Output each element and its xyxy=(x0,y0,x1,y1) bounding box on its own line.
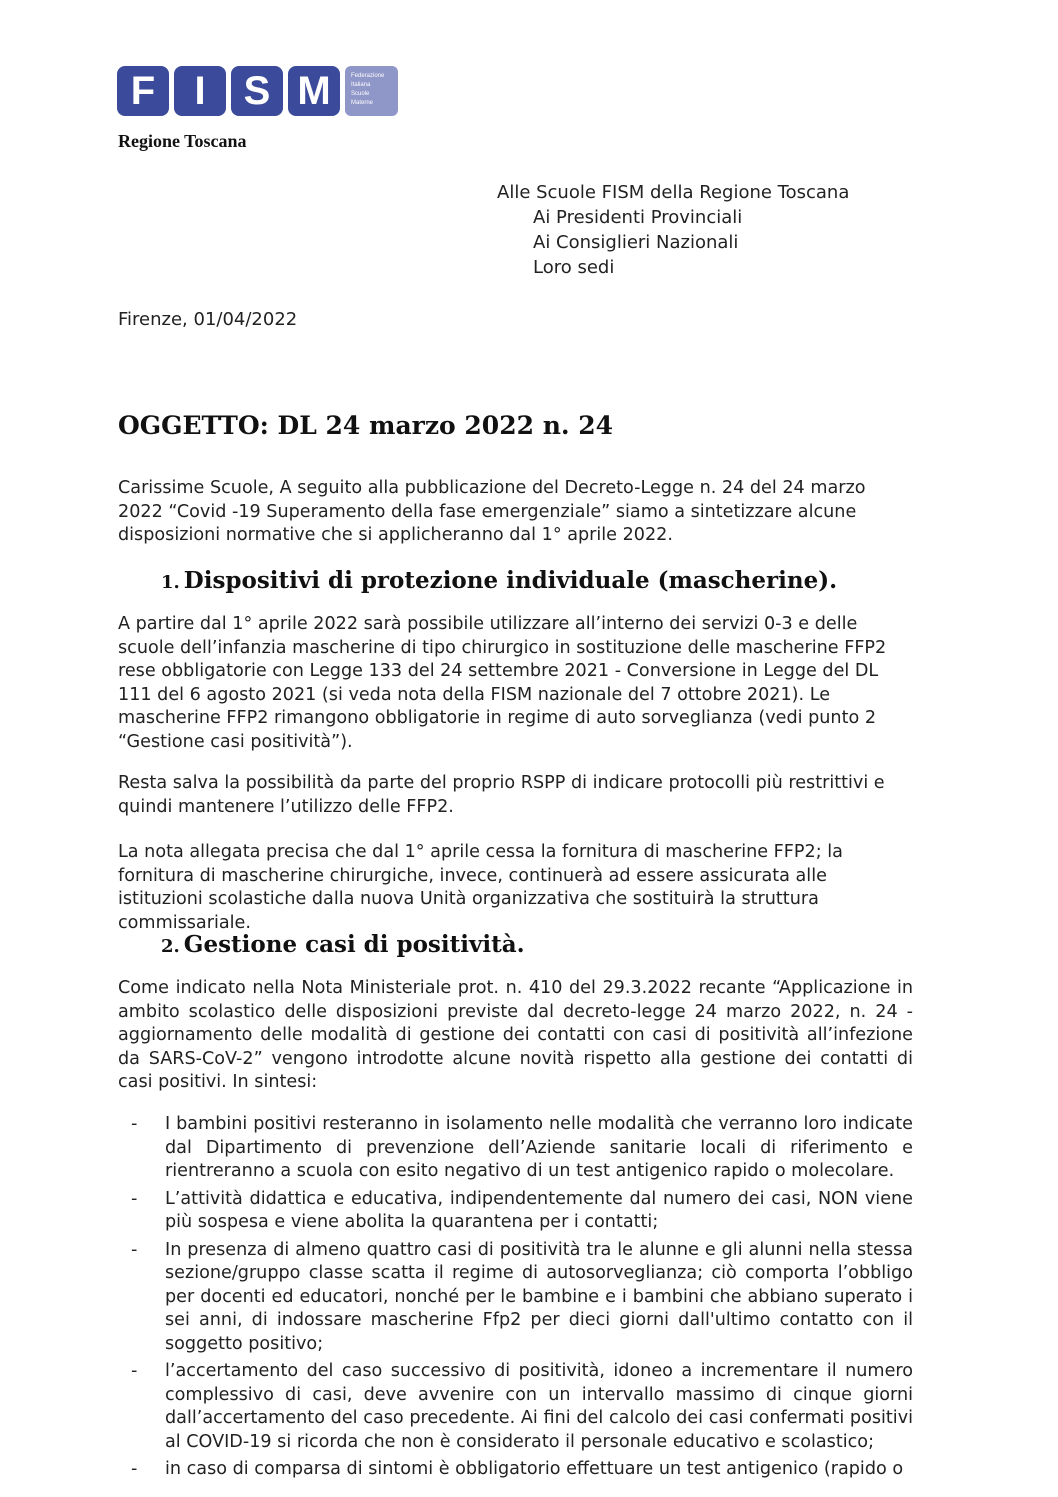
logo-letter-f: F xyxy=(117,66,169,116)
section-2-paragraph: Come indicato nella Nota Ministeriale prot. n. 410 del 29.3.2022 recante “Applicazione in ambito scolastico delle disposizioni previste dal decreto-legge 24 marzo 2022, n. 24 - aggiornamento delle modalità di gestione dei contatti con casi di positività all’infezione da SARS-CoV-2” vengono introdotte alcune novità rispetto alla gestione dei contatti di casi positivi. In sintesi: xyxy=(118,978,913,1092)
region-name: Regione Toscana xyxy=(118,131,247,151)
recipient-line: Ai Presidenti Provinciali xyxy=(533,207,743,228)
bullet-dash: - xyxy=(131,1459,138,1479)
logo-letter-i: I xyxy=(174,66,226,116)
recipient-line: Alle Scuole FISM della Regione Toscana xyxy=(497,182,850,203)
section-2-heading xyxy=(161,931,525,958)
section-number: 2. xyxy=(161,936,180,957)
bullet-dash: - xyxy=(131,1239,138,1260)
section-title: Dispositivi di protezione individuale (mascherine). xyxy=(183,567,838,594)
section-1-paragraph: A partire dal 1° aprile 2022 sarà possibile utilizzare all’interno dei servizi 0-3 e delle scuole dell’infanzia mascherine di tipo chirurgico in sostituzione delle mascherine FFP2 rese obbligatorie con Legge 133 del 24 settembre 2021 - Conversione in Legge del DL 111 del 6 agosto 2021 (si veda nota della FISM nazionale del 7 ottobre 2021). Le mascherine FFP2 rimangono obbligatorie in regime di auto sorveglianza (vedi punto 2 “Gestione casi positività”). xyxy=(118,614,887,752)
section-title: Gestione casi di positività. xyxy=(183,931,525,958)
bullet-dash: - xyxy=(131,1361,138,1381)
positivity-rules-list xyxy=(118,1113,913,1486)
logo-letter-s: S xyxy=(231,66,283,116)
section-1-paragraph: La nota allegata precisa che dal 1° aprile cessa la fornitura di mascherine FFP2; la fornitura di mascherine chirurgiche, invece, continuerà ad essere assicurata alle istituzioni scolastiche dalla nuova Unità organizzativa che sostituirà la struttura commissariale. xyxy=(118,842,843,933)
list-item: - I bambini positivi resteranno in isolamento nelle modalità che verranno loro indicate dal Dipartimento di prevenzione dell’Aziende sanitarie locali di riferimento e rientreranno a scuola con esito negativo di un test antigenico rapido o molecolare. xyxy=(131,1114,913,1181)
subject-heading: OGGETTO: DL 24 marzo 2022 n. 24 xyxy=(118,411,614,440)
section-number: 1. xyxy=(161,572,180,593)
bullet-dash: - xyxy=(131,1188,138,1209)
logo-tagline: Federazione Italiana Scuole Materne xyxy=(345,66,398,116)
bullet-dash: - xyxy=(131,1114,138,1134)
recipient-line: Ai Consiglieri Nazionali xyxy=(533,232,739,253)
intro-paragraph: Carissime Scuole, A seguito alla pubblicazione del Decreto-Legge n. 24 del 24 marzo 2022 “Covid -19 Superamento della fase emergenziale” siamo a sintetizzare alcune disposizioni normative che si applicheranno dal 1° aprile 2022. xyxy=(118,478,866,545)
logo-letter-m: M xyxy=(288,66,340,116)
list-item: - in caso di comparsa di sintomi è obbligatorio effettuare un test antigenico (rapido o xyxy=(118,1458,913,1482)
letter-date: Firenze, 01/04/2022 xyxy=(118,309,298,330)
recipient-line: Loro sedi xyxy=(533,257,615,278)
list-item: - l’accertamento del caso successivo di positività, idoneo a incrementare il numero complessivo di casi, deve avvenire con un intervallo massimo di cinque giorni dall’accertamento del caso precedente. Ai fini del calcolo dei casi confermati positivi al COVID-19 si ricorda che non è considerato il personale educativo e scolastico; xyxy=(131,1361,913,1452)
section-1-paragraph: Resta salva la possibilità da parte del proprio RSPP di indicare protocolli più restrittivi e quindi mantenere l’utilizzo delle FFP2. xyxy=(118,773,885,817)
list-item: - In presenza di almeno quattro casi di positività tra le alunne e gli alunni nella stessa sezione/gruppo classe scatta il regime di autosorveglianza; ciò comporta l’obbligo per docenti ed educatori, nonché per le bambine e i bambini che abbiano superato i sei anni, di indossare mascherine Ffp2 per dieci giorni dall'ultimo contatto con il soggetto positivo; xyxy=(131,1239,913,1354)
section-1-heading xyxy=(161,567,837,594)
list-item: - L’attività didattica e educativa, indipendentemente dal numero dei casi, NON viene più sospesa e viene abolita la quarantena per i contatti; xyxy=(131,1188,913,1232)
fism-logo xyxy=(117,66,398,116)
